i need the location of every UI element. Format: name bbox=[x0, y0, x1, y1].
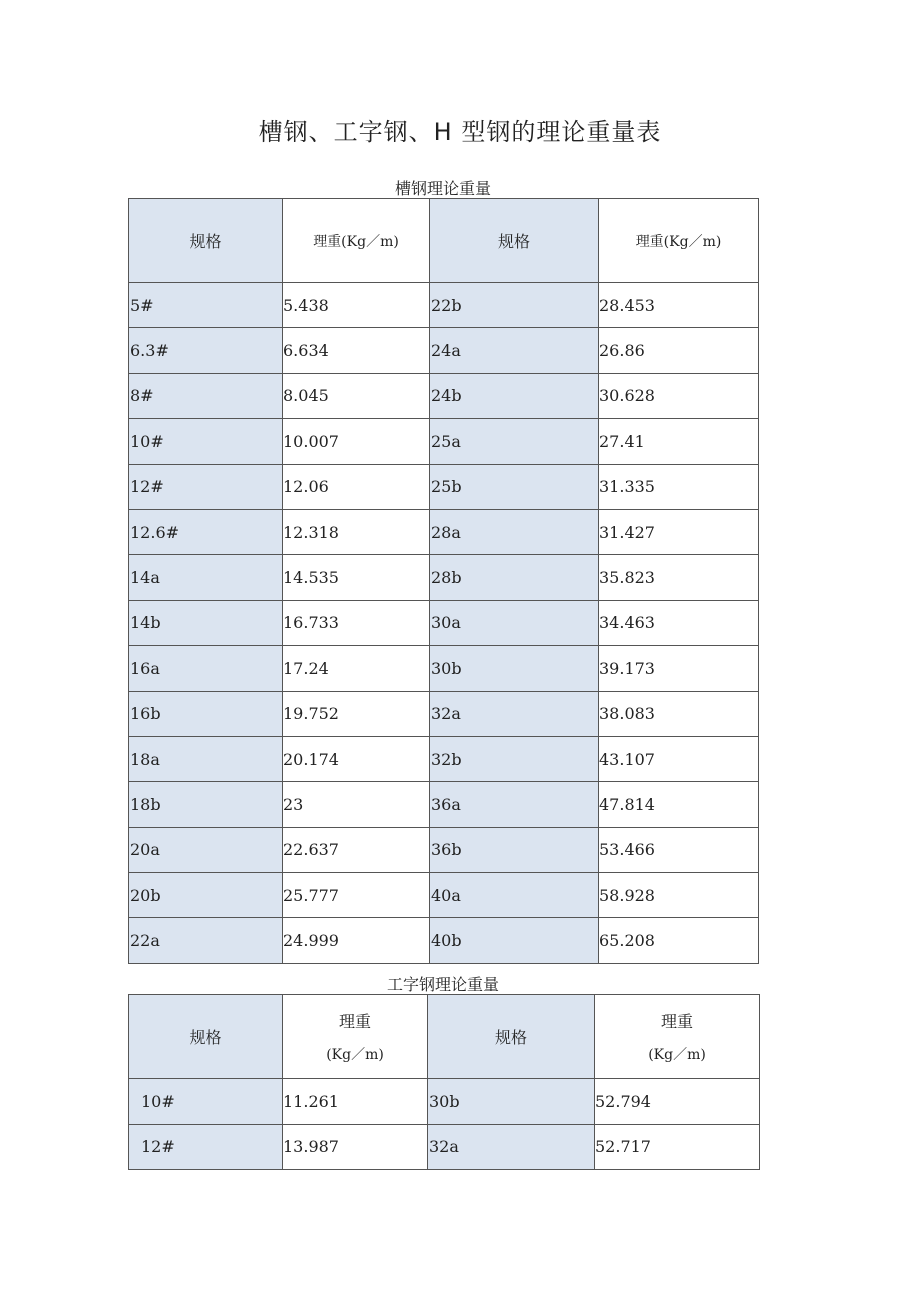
spec-cell: 24a bbox=[430, 328, 599, 373]
spec-cell: 36b bbox=[430, 827, 599, 872]
table-row bbox=[129, 328, 759, 373]
weight-cell: 43.107 bbox=[599, 736, 759, 781]
spec-cell: 30b bbox=[430, 646, 599, 691]
ibeam-header-weight-2: 理重 (Kg／m) bbox=[595, 995, 760, 1079]
spec-cell: 22b bbox=[430, 283, 599, 328]
table-row bbox=[129, 373, 759, 418]
spec-cell: 12.6# bbox=[129, 509, 283, 554]
weight-cell: 13.987 bbox=[283, 1124, 428, 1170]
weight-cell: 31.427 bbox=[599, 509, 759, 554]
spec-cell: 30a bbox=[430, 600, 599, 645]
table-row bbox=[129, 691, 759, 736]
spec-cell: 36a bbox=[430, 782, 599, 827]
channel-steel-caption: 槽钢理论重量 bbox=[394, 179, 491, 198]
weight-cell: 52.717 bbox=[595, 1124, 760, 1170]
weight-cell: 5.438 bbox=[283, 283, 430, 328]
ibeam-header-spec-2: 规格 bbox=[428, 995, 595, 1079]
spec-cell: 32a bbox=[428, 1124, 595, 1170]
channel-header-weight-2: 理重(Kg／m) bbox=[599, 199, 759, 283]
spec-cell: 18a bbox=[129, 736, 283, 781]
table-row bbox=[129, 646, 759, 691]
spec-cell: 14a bbox=[129, 555, 283, 600]
ibeam-header-weight-1: 理重 (Kg／m) bbox=[283, 995, 428, 1079]
weight-cell: 65.208 bbox=[599, 918, 759, 963]
spec-cell: 28b bbox=[430, 555, 599, 600]
table-row bbox=[129, 509, 759, 554]
weight-cell: 14.535 bbox=[283, 555, 430, 600]
table-row bbox=[129, 918, 759, 963]
weight-cell: 34.463 bbox=[599, 600, 759, 645]
weight-cell: 27.41 bbox=[599, 419, 759, 464]
spec-cell: 28a bbox=[430, 509, 599, 554]
channel-steel-table bbox=[128, 198, 759, 964]
table-row bbox=[129, 555, 759, 600]
channel-header-row bbox=[129, 199, 759, 283]
spec-cell: 40a bbox=[430, 873, 599, 918]
spec-cell: 12# bbox=[129, 464, 283, 509]
weight-cell: 19.752 bbox=[283, 691, 430, 736]
spec-cell: 16b bbox=[129, 691, 283, 736]
spec-cell: 6.3# bbox=[129, 328, 283, 373]
weight-cell: 28.453 bbox=[599, 283, 759, 328]
table-row bbox=[129, 600, 759, 645]
spec-cell: 32a bbox=[430, 691, 599, 736]
weight-cell: 17.24 bbox=[283, 646, 430, 691]
table-row bbox=[129, 419, 759, 464]
weight-cell: 26.86 bbox=[599, 328, 759, 373]
weight-cell: 52.794 bbox=[595, 1079, 760, 1125]
weight-cell: 12.318 bbox=[283, 509, 430, 554]
spec-cell: 22a bbox=[129, 918, 283, 963]
ibeam-caption: 工字钢理论重量 bbox=[386, 975, 499, 994]
weight-cell: 31.335 bbox=[599, 464, 759, 509]
weight-cell: 39.173 bbox=[599, 646, 759, 691]
channel-header-spec-2: 规格 bbox=[430, 199, 599, 283]
weight-cell: 6.634 bbox=[283, 328, 430, 373]
weight-cell: 16.733 bbox=[283, 600, 430, 645]
weight-cell: 12.06 bbox=[283, 464, 430, 509]
spec-cell: 25a bbox=[430, 419, 599, 464]
weight-cell: 58.928 bbox=[599, 873, 759, 918]
table-row bbox=[129, 464, 759, 509]
weight-cell: 10.007 bbox=[283, 419, 430, 464]
table-row bbox=[129, 1124, 760, 1170]
spec-cell: 18b bbox=[129, 782, 283, 827]
table-row bbox=[129, 283, 759, 328]
spec-cell: 10# bbox=[129, 1079, 283, 1125]
weight-cell: 8.045 bbox=[283, 373, 430, 418]
ibeam-header-row bbox=[129, 995, 760, 1079]
weight-cell: 38.083 bbox=[599, 691, 759, 736]
spec-cell: 32b bbox=[430, 736, 599, 781]
spec-cell: 24b bbox=[430, 373, 599, 418]
spec-cell: 40b bbox=[430, 918, 599, 963]
weight-cell: 23 bbox=[283, 782, 430, 827]
spec-cell: 25b bbox=[430, 464, 599, 509]
spec-cell: 16a bbox=[129, 646, 283, 691]
weight-cell: 22.637 bbox=[283, 827, 430, 872]
table-row bbox=[129, 1079, 760, 1125]
table-row bbox=[129, 827, 759, 872]
weight-cell: 47.814 bbox=[599, 782, 759, 827]
spec-cell: 30b bbox=[428, 1079, 595, 1125]
weight-cell: 30.628 bbox=[599, 373, 759, 418]
spec-cell: 20a bbox=[129, 827, 283, 872]
document-title: 槽钢、工字钢、H 型钢的理论重量表 bbox=[258, 118, 662, 146]
spec-cell: 12# bbox=[129, 1124, 283, 1170]
spec-cell: 10# bbox=[129, 419, 283, 464]
table-row bbox=[129, 736, 759, 781]
spec-cell: 20b bbox=[129, 873, 283, 918]
spec-cell: 8# bbox=[129, 373, 283, 418]
weight-cell: 24.999 bbox=[283, 918, 430, 963]
table-row bbox=[129, 873, 759, 918]
channel-header-weight-1: 理重(Kg／m) bbox=[283, 199, 430, 283]
table-row bbox=[129, 782, 759, 827]
ibeam-header-spec-1: 规格 bbox=[129, 995, 283, 1079]
weight-cell: 20.174 bbox=[283, 736, 430, 781]
ibeam-table bbox=[128, 994, 760, 1170]
channel-header-spec-1: 规格 bbox=[129, 199, 283, 283]
weight-cell: 53.466 bbox=[599, 827, 759, 872]
spec-cell: 5# bbox=[129, 283, 283, 328]
spec-cell: 14b bbox=[129, 600, 283, 645]
weight-cell: 11.261 bbox=[283, 1079, 428, 1125]
weight-cell: 25.777 bbox=[283, 873, 430, 918]
weight-cell: 35.823 bbox=[599, 555, 759, 600]
